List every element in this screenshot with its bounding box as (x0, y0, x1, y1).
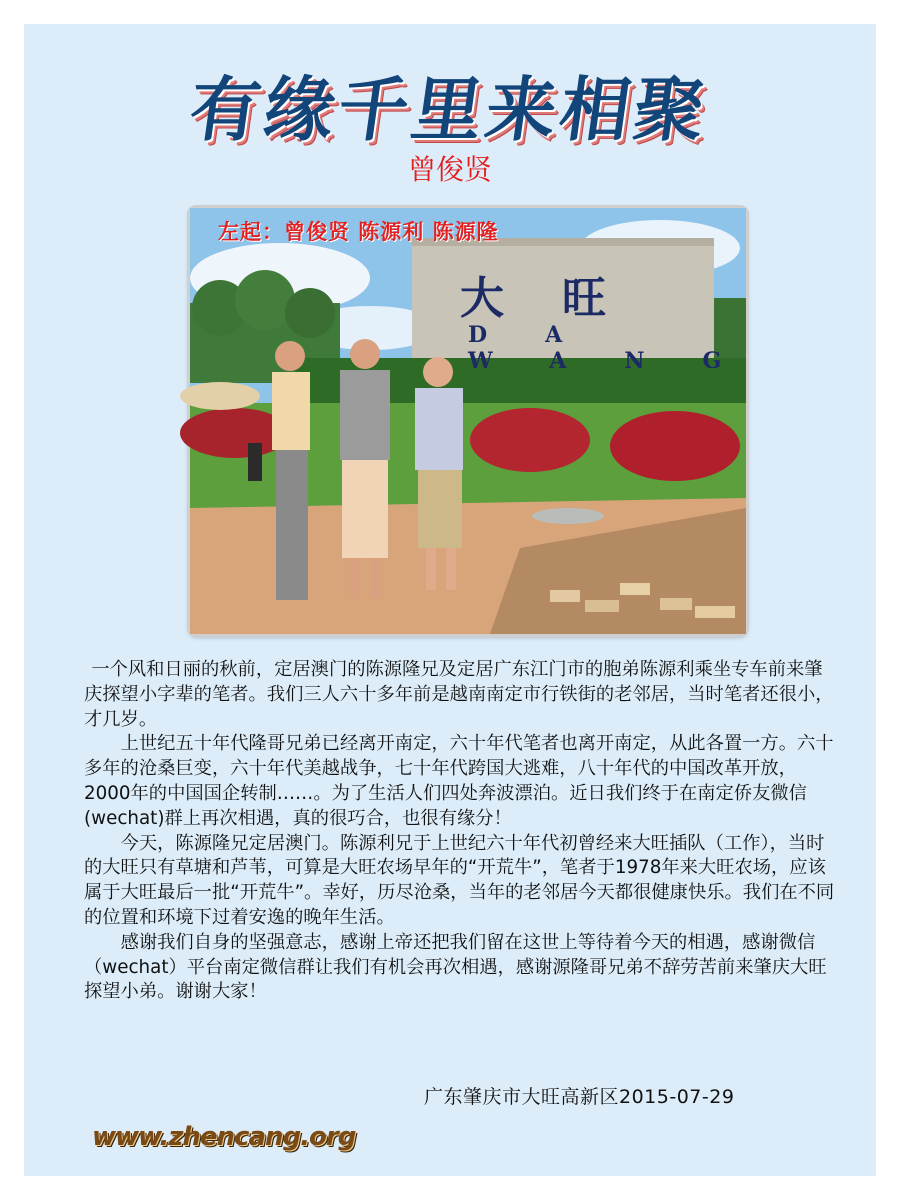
paragraph-2: 上世纪五十年代隆哥兄弟已经离开南定，六十年代笔者也离开南定，从此各置一方。六十多年的沧桑巨变，六十年代美越战争，七十年代跨国大逃难，八十年代的中国改革开放，2000年的中国国企转制……。为了生活人们四处奔波漂泊。近日我们终于在南定侨友微信(wechat)群上再次相遇，真的很巧合，也很有缘分！ (84, 733, 834, 829)
paragraph-3: 今天，陈源隆兄定居澳门。陈源利兄于上世纪六十年代初曾经来大旺插队（工作），当时的大旺只有草塘和芦苇，可算是大旺农场早年的“开荒牛”，笔者于1978年来大旺农场，应该属于大旺最后一批“开荒牛”。幸好，历尽沧桑，当年的老邻居今天都很健康快乐。我们在不同的位置和环境下过着安逸的晚年生活。 (84, 832, 835, 928)
group-photo (190, 208, 780, 634)
signature-line: 广东肇庆市大旺高新区2015-07-29 (424, 1086, 735, 1108)
article-body (84, 658, 836, 1005)
sign-english-text: DA WANG (468, 322, 780, 374)
paragraph-1: 一个风和日丽的秋前，定居澳门的陈源隆兄及定居广东江门市的胞弟陈源利乘坐专车前来肇庆探望小字辈的笔者。我们三人六十多年前是越南南定市行铁街的老邻居，当时笔者还很小，才几岁。 (84, 659, 834, 730)
website-watermark: www.zhencang.org (92, 1122, 356, 1152)
sign-chinese-text: 大旺 (460, 273, 664, 324)
paragraph-4: 感谢我们自身的坚强意志，感谢上帝还把我们留在这世上等待着今天的相遇，感谢微信（wechat）平台南定微信群让我们有机会再次相遇，感谢源隆哥兄弟不辞劳苦前来肇庆大旺探望小弟。谢谢大家！ (84, 931, 827, 1003)
page-title: 有缘千里来相聚 (184, 69, 714, 151)
author-name: 曾俊贤 (407, 153, 492, 186)
photo-caption: 左起：曾俊贤 陈源利 陈源隆 (218, 220, 499, 244)
page (24, 24, 876, 1176)
